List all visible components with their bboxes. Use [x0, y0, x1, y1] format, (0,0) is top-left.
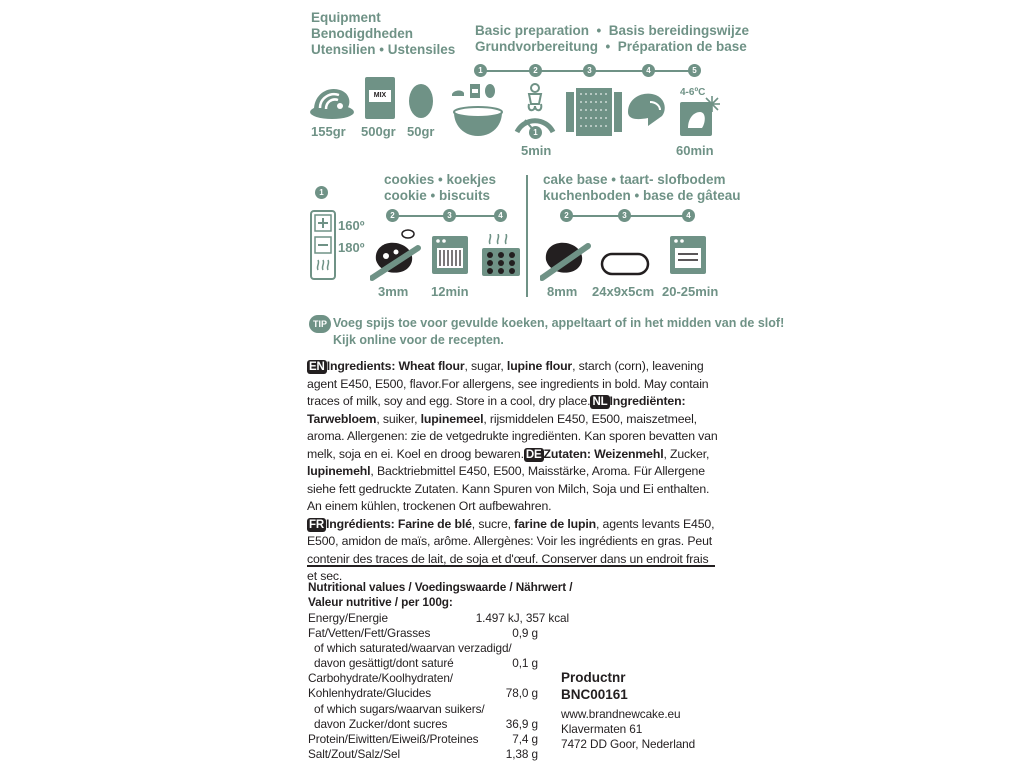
- nutrient-name: of which sugars/waarvan suikers/: [314, 701, 485, 716]
- section-divider: [526, 175, 528, 297]
- nutrition-row: [308, 717, 568, 732]
- nutrient-name: of which saturated/waarvan verzadigd/: [314, 641, 512, 656]
- step-marker: 4: [642, 64, 655, 77]
- step-marker: 1: [315, 186, 328, 199]
- nutrition-row: [308, 732, 568, 747]
- temp-convection: 160º: [338, 218, 365, 233]
- cake-thickness: 8mm: [547, 284, 578, 299]
- step-marker: 3: [583, 64, 596, 77]
- ingredients-label-de: Zutaten:: [543, 446, 595, 461]
- step-marker: 2: [560, 209, 573, 222]
- dough-ball-icon: [626, 90, 670, 130]
- cake-bake-time: 20-25min: [662, 284, 719, 299]
- nutrition-row: [308, 747, 568, 762]
- oven-settings-icon: [310, 210, 336, 280]
- step-marker: 4: [494, 209, 507, 222]
- nutrient-name: Fat/Vetten/Fett/Grasses: [308, 626, 431, 641]
- nutrient-name: Kohlenhydrate/Glucides: [308, 686, 432, 701]
- cake-base-title: cake base • taart- slofbodem kuchenboden • base de gâteau: [543, 172, 741, 203]
- ingredient-text: , suiker,: [376, 411, 421, 426]
- step-marker: 2: [386, 209, 399, 222]
- ingredients-block: [307, 358, 719, 586]
- nutrient-name: davon Zucker/dont sucres: [314, 716, 448, 731]
- cookie-thickness: 3mm: [378, 284, 409, 299]
- ingredient-text: , sugar,: [464, 359, 507, 373]
- nutrition-row: [308, 702, 568, 717]
- mix-pack-icon: [365, 77, 395, 119]
- equipment-title: Equipment Benodigdheden Utensilien • Ustensiles: [311, 10, 456, 57]
- speed-badge: 1: [529, 126, 542, 139]
- mixing-bowl-icon: [450, 80, 506, 140]
- step-marker: 3: [443, 209, 456, 222]
- product-number: BNC00161: [561, 687, 628, 702]
- nutrient-value: 36,9 g: [505, 716, 538, 731]
- step-marker: 4: [682, 209, 695, 222]
- allergen-ingredient: Weizenmehl: [594, 446, 664, 461]
- rolling-pin-icon: [540, 230, 592, 282]
- ingredient-text: , Backtriebmittel E450, E500, Maisstärke, Aroma. Für Allergene siehe fett gedruckte Zutaten. Kann Spuren von Milch, Soja und Ei enthalten. An einem kühlen, trockenen Ort aufbewahren.: [307, 464, 710, 513]
- ingredient-text: , Zucker,: [663, 446, 710, 461]
- allergen-ingredient: lupine flour: [506, 359, 573, 373]
- nutrition-row: [308, 641, 568, 656]
- nutrient-value: 78,0 g: [505, 686, 538, 701]
- allergen-ingredient: farine de lupin: [514, 516, 596, 531]
- tin-dimensions: 24x9x5cm: [592, 284, 655, 299]
- cool-temp: 4-6ºC: [680, 87, 706, 98]
- nutrition-row: [308, 626, 568, 641]
- egg-qty: 50gr: [407, 124, 435, 139]
- oven-icon: [432, 236, 468, 274]
- nutrition-row: [308, 671, 568, 686]
- butter-qty: 155gr: [311, 124, 346, 139]
- step-marker: 3: [618, 209, 631, 222]
- step-marker: 5: [688, 64, 701, 77]
- nutrient-value: 1.497 kJ, 357 kcal: [475, 611, 569, 625]
- cookie-tray-icon: [482, 234, 520, 276]
- cool-time: 60min: [676, 143, 714, 158]
- rolling-cutter-icon: [370, 226, 422, 282]
- ingredients-label-fr: Ingrédients:: [326, 516, 398, 531]
- basic-prep-title: Basic preparation • Basis bereidingswijze Grundvorbereitung • Préparation de base: [475, 23, 750, 54]
- ingredient-text: , rijsmiddelen E450, E500, maiszetmeel, aroma. Allergenen: zie de vetgedrukte ingrediënten. Kan sporen bevatten van melk, soja en ei. Koel en droog bewaren.: [307, 411, 718, 461]
- lang-tag-en: EN: [309, 361, 325, 373]
- nutrient-value: 7,4 g: [512, 731, 538, 746]
- allergen-ingredient: Tarwebloem: [307, 411, 377, 426]
- oven-icon: [670, 236, 706, 274]
- tip-text: Voeg spijs toe voor gevulde koeken, appeltaart of in het midden van de slof! Kijk online voor de recepten.: [333, 316, 785, 347]
- divider: [307, 565, 715, 567]
- allergen-ingredient: Farine de blé: [397, 516, 472, 531]
- allergen-ingredient: Wheat flour: [398, 359, 465, 373]
- product-label: Productnr: [561, 670, 626, 685]
- cookies-title: cookies • koekjes cookie • biscuits: [384, 172, 497, 203]
- egg-icon: [407, 79, 435, 119]
- lang-tag-fr: FR: [309, 518, 325, 531]
- nutrition-table: [308, 611, 568, 762]
- product-info: [561, 669, 628, 703]
- nutrition-row: [308, 686, 568, 701]
- nutrition-heading: Nutritional values / Voedingswaarde / Nährwert / Valeur nutritive / per 100g:: [308, 580, 573, 610]
- step-marker: 1: [474, 64, 487, 77]
- lang-tag-nl: NL: [592, 396, 608, 408]
- street: Klavermaten 61: [561, 722, 643, 737]
- ingredient-text: , sucre,: [471, 516, 515, 531]
- allergen-ingredient: lupinemeel: [420, 411, 484, 426]
- nutrient-value: 1,38 g: [505, 746, 538, 761]
- tin-shape-icon: [600, 252, 650, 276]
- nutrient-value: 0,9 g: [512, 626, 538, 641]
- nutrient-name: Energy/Energie: [308, 611, 388, 625]
- ingredient-text: , starch (corn), leavening agent E450, E500, flavor.For allergens, see ingredients in bold. May contain traces of milk, soy and egg. Store in a cool, dry place.: [307, 359, 709, 408]
- butter-icon: [306, 84, 356, 120]
- nutrition-row: [308, 611, 568, 626]
- nutrient-name: Salt/Zout/Salz/Sel: [308, 746, 400, 761]
- city: 7472 DD Goor, Nederland: [561, 737, 696, 752]
- lang-tag-de: DE: [525, 448, 542, 461]
- ingredients-label-nl: Ingrediënten:: [609, 394, 686, 408]
- fridge-icon: [680, 96, 720, 138]
- mix-time: 5min: [521, 143, 552, 158]
- company-address: [561, 707, 695, 752]
- ingredients-label-en: Ingredients:: [326, 359, 399, 373]
- nutrient-name: davon gesättigt/dont saturé: [314, 656, 454, 671]
- nutrition-row: [308, 656, 568, 671]
- foil-wrap-icon: [566, 88, 622, 138]
- ingredient-text: , agents levants E450, E500, amidon de maïs, arôme. Allergènes: Voir les ingrédients en gras. Peut contenir des traces de lait, de soja et d'œuf. Conserver dans un endroit frais et sec.: [307, 516, 715, 583]
- cookie-bake-time: 12min: [431, 284, 469, 299]
- nutrient-name: Protein/Eiwitten/Eiweiß/Proteines: [308, 731, 479, 746]
- nutrient-value: 0,1 g: [512, 656, 538, 671]
- allergen-ingredient: lupinemehl: [307, 464, 371, 478]
- nutrient-name: Carbohydrate/Koolhydraten/: [308, 671, 453, 686]
- mix-qty: 500gr: [361, 124, 396, 139]
- temp-conventional: 180º: [338, 240, 365, 255]
- website: www.brandnewcake.eu: [561, 707, 681, 721]
- mix-pack-label: MIX: [369, 90, 391, 102]
- step-marker: 2: [529, 64, 542, 77]
- tip-badge: TIP: [309, 315, 331, 333]
